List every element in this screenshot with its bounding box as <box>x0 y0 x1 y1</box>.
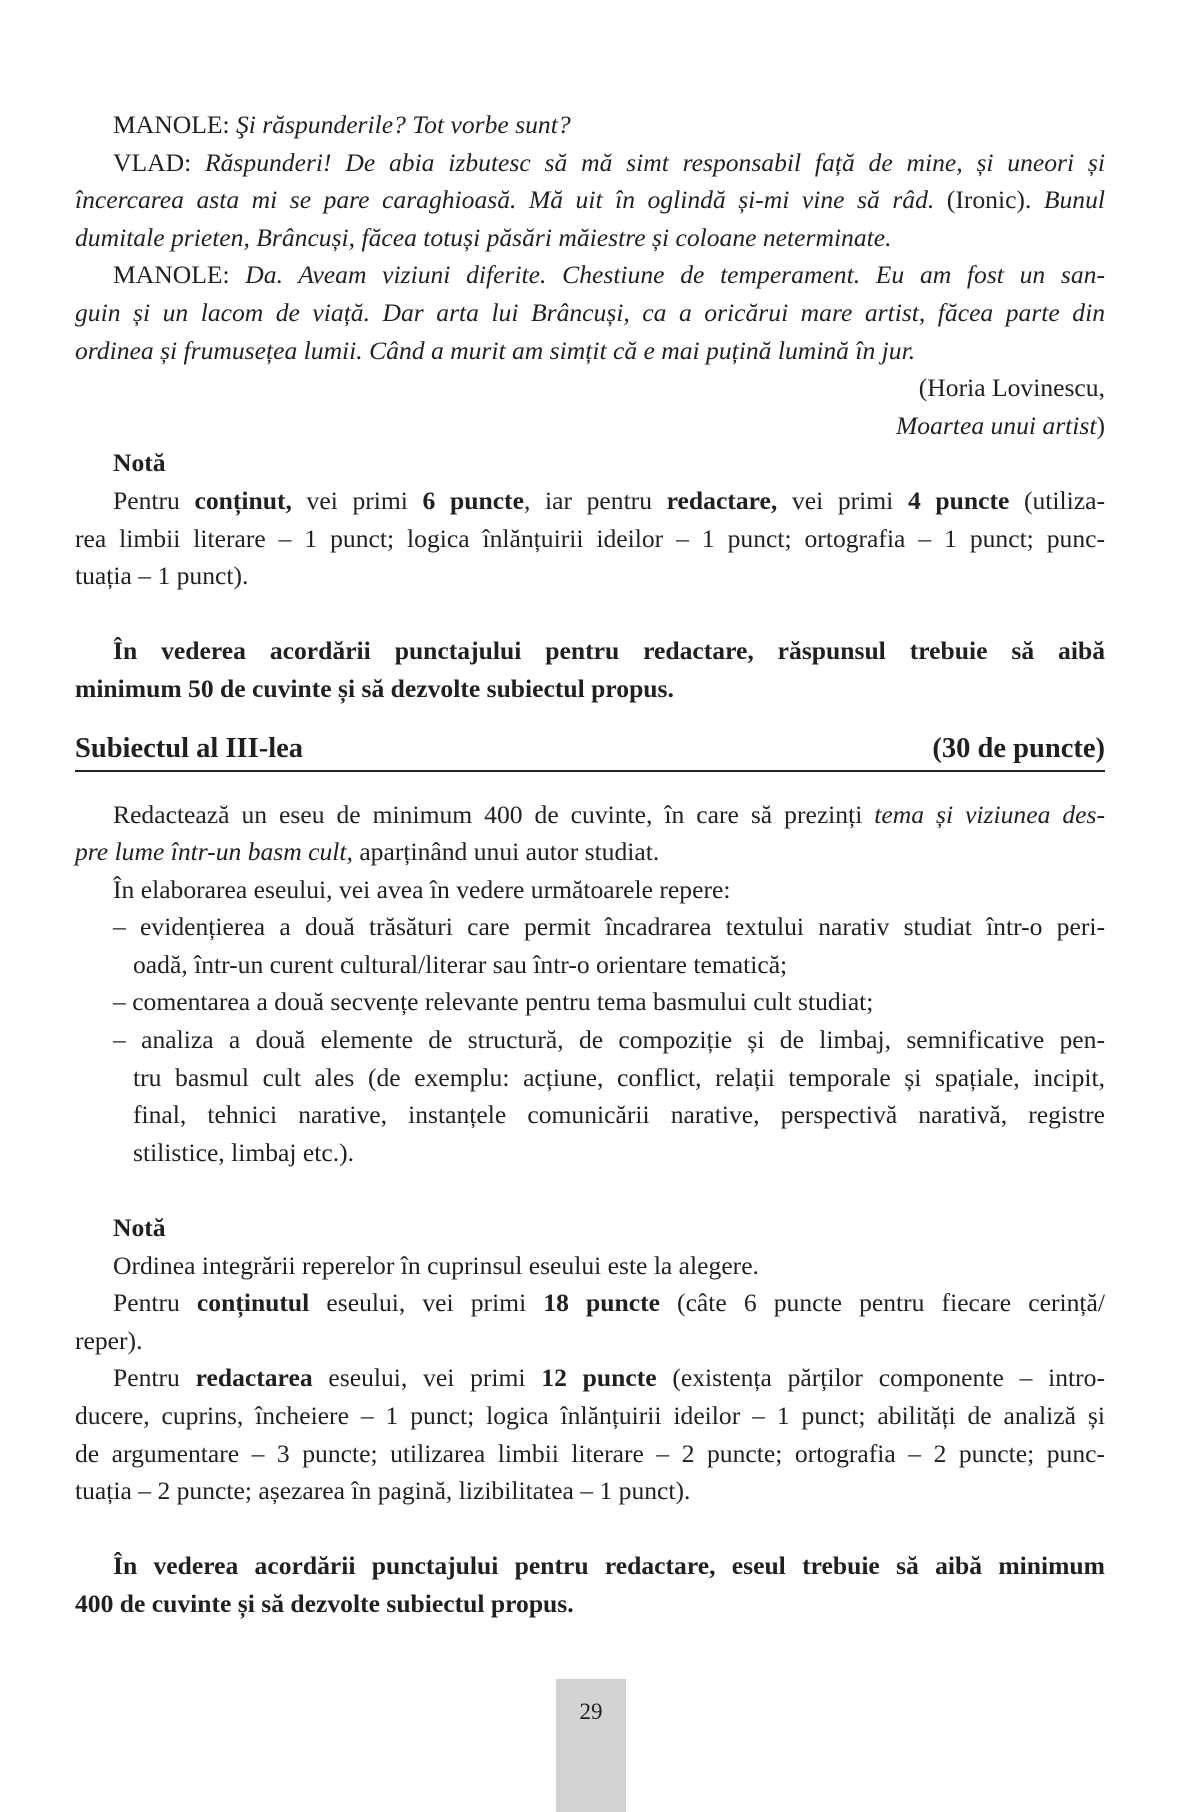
note-text: Pentru <box>113 1363 196 1393</box>
page-content <box>75 106 1105 1623</box>
note-text: eseului, vei primi <box>309 1288 544 1318</box>
dialogue-line <box>75 181 1105 219</box>
dialogue-line <box>75 332 1105 370</box>
dialogue-line <box>75 219 1105 257</box>
citation-author: (Horia Lovinescu, <box>918 373 1105 403</box>
list-item-cont: tru basmul cult ales (de exemplu: acțiune, conflict, relații temporale și spațiale, incipit, <box>133 1062 1105 1092</box>
task-line <box>75 833 1105 871</box>
note-text: vei primi <box>777 485 908 515</box>
dialogue-line <box>75 294 1105 332</box>
task-text: aparținând unui autor studiat. <box>352 837 660 867</box>
note-line: tuația – 2 puncte; așezarea în pagină, lizibilitatea – 1 punct). <box>75 1476 691 1506</box>
dialogue-text: Şi răspunderile? Tot vorbe sunt? <box>235 110 571 139</box>
page-number: 29 <box>556 1679 626 1812</box>
requirement-bold: 400 de cuvinte și să dezvolte subiectul propus. <box>75 1588 574 1618</box>
note-text: (câte 6 puncte pentru fiecare cerință/ <box>659 1288 1105 1318</box>
requirement-bold: În vederea acordării punctajului pentru redactare, eseul trebuie să aibă minimum <box>113 1551 1105 1581</box>
note-bold: 18 puncte <box>543 1288 660 1318</box>
task-paragraph <box>75 796 1105 834</box>
dialogue-line <box>75 256 1105 294</box>
dialogue-text: Bunul <box>1043 185 1105 215</box>
work-title: Moartea unui artist <box>895 410 1097 440</box>
list-item: – comentarea a două secvențe relevante pentru tema basmului cult studiat; <box>113 987 874 1017</box>
task-italic: pre lume într-un basm cult, <box>75 837 353 867</box>
note-bold: 4 puncte <box>907 485 1010 515</box>
list-item-cont: stilistice, limbaj etc.). <box>133 1137 355 1167</box>
dialogue-text: dumitale prieten, Brâncuși, făcea totuși păsări măiestre și coloane neterminate. <box>75 222 892 252</box>
note-text: Pentru <box>113 1288 197 1318</box>
note-text: Pentru <box>113 485 195 515</box>
list-item: – analiza a două elemente de structură, de compoziție și de limbaj, semnificative pen- <box>113 1025 1105 1055</box>
note-bold: redactare, <box>666 485 778 515</box>
dialogue-line <box>75 144 1105 182</box>
dialogue-text: Da. Aveam viziuni diferite. Chestiune de temperament. Eu am fost un san- <box>245 260 1105 290</box>
note-text: eseului, vei primi <box>312 1363 542 1393</box>
note-paragraph <box>75 482 1105 520</box>
task-italic: tema și viziunea des- <box>874 799 1105 829</box>
list-item-cont: final, tehnici narative, instanțele comunicării narative, perspectivă narativă, registre <box>133 1100 1105 1130</box>
citation-close: ) <box>1096 410 1105 440</box>
section-title: Subiectul al III-lea <box>75 732 304 764</box>
note-line: Ordinea integrării reperelor în cuprinsul eseului este la alegere. <box>113 1250 759 1280</box>
speaker-manole: MANOLE: <box>113 110 236 139</box>
note-heading: Notă <box>113 1213 166 1243</box>
note-bold: conținut, <box>194 485 292 515</box>
requirement-bold: minimum 50 de cuvinte și să dezvolte subiectul propus. <box>75 673 674 703</box>
note-heading: Notă <box>113 448 166 478</box>
note-bold: conținutul <box>196 1288 310 1318</box>
task-text: Redactează un eseu de minimum 400 de cuvinte, în care să prezinți <box>113 799 875 829</box>
note-text: (utiliza- <box>1009 485 1105 515</box>
section-heading <box>75 732 1105 772</box>
note-text: vei primi <box>291 485 423 515</box>
requirement-bold: În vederea acordării punctajului pentru redactare, răspunsul trebuie să aibă <box>113 636 1105 666</box>
list-item: – evidențierea a două trăsături care permit încadrarea textului narativ studiat într-o peri- <box>113 912 1105 942</box>
note-line: reper). <box>75 1325 143 1355</box>
stage-direction: (Ironic). <box>934 185 1044 215</box>
dialogue-line <box>75 106 1105 144</box>
note-paragraph <box>75 1284 1105 1322</box>
citation-title <box>75 407 1105 445</box>
note-text: (existența părților componente – intro- <box>656 1363 1105 1393</box>
list-item-cont: oadă, într-un curent cultural/literar sau într-o orientare tematică; <box>133 949 788 979</box>
dialogue-text: guin și un lacom de viață. Dar arta lui Brâncuși, ca a oricărui mare artist, făcea parte din <box>75 297 1105 327</box>
task-intro: În elaborarea eseului, vei avea în vedere următoarele repere: <box>113 874 731 904</box>
speaker-vlad: VLAD: <box>113 147 205 177</box>
note-line: ducere, cuprins, încheiere – 1 punct; logica înlănțuirii ideilor – 1 punct; abilități de analiză și <box>75 1401 1105 1430</box>
dialogue-text: Răspunderi! De abia izbutesc să mă simt responsabil față de mine, și uneori și <box>205 147 1105 177</box>
note-line: tuația – 1 punct). <box>75 561 249 591</box>
speaker-manole: MANOLE: <box>113 260 246 290</box>
dialogue-text: încercarea asta mi se pare caraghioasă. Mă uit în oglindă și-mi vine să râd. <box>75 185 935 215</box>
note-bold: redactarea <box>195 1363 313 1393</box>
dialogue-text: ordinea și frumusețea lumii. Când a murit am simțit că e mai puțină lumină în jur. <box>75 335 916 365</box>
note-line: rea limbii literare – 1 punct; logica înlănțuirii ideilor – 1 punct; ortografia – 1 punct; punc- <box>75 523 1105 553</box>
section-points: (30 de puncte) <box>932 732 1105 764</box>
note-text: , iar pentru <box>523 485 667 515</box>
note-line: de argumentare – 3 puncte; utilizarea limbii literare – 2 puncte; ortografia – 2 puncte; punc- <box>75 1438 1105 1468</box>
note-paragraph <box>75 1359 1105 1397</box>
note-bold: 12 puncte <box>541 1363 657 1393</box>
note-bold: 6 puncte <box>422 485 524 515</box>
